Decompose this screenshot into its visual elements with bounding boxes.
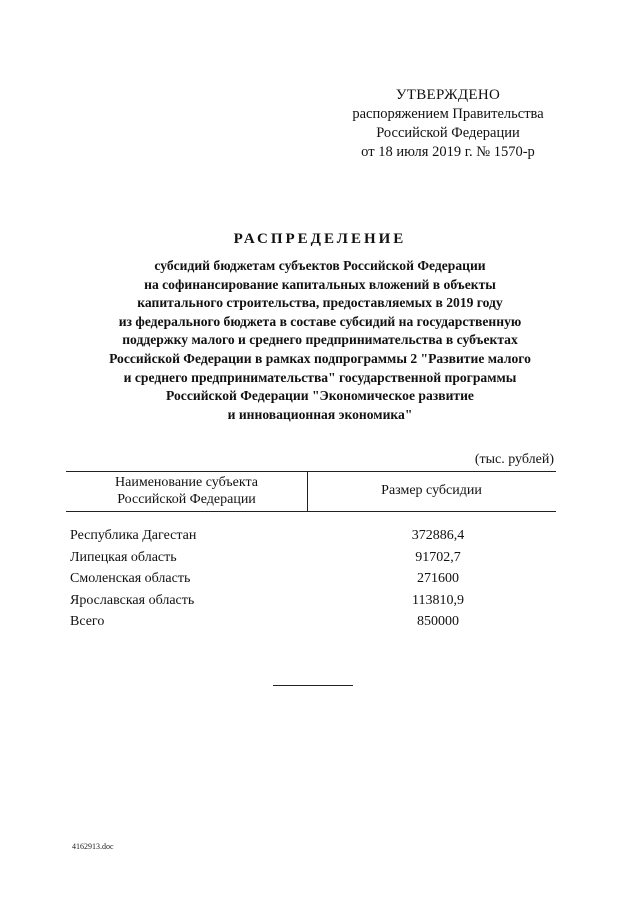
approval-heading: УТВЕРЖДЕНО [395, 87, 501, 103]
total-label: Всего [70, 614, 105, 629]
subtitle-line: из федерального бюджета в составе субсидий на государственную [118, 313, 522, 329]
subtitle-line: Российской Федерации в рамках подпрограммы 2 "Развитие малого [109, 350, 531, 366]
region-name: Смоленская область [70, 571, 191, 586]
table-row [70, 593, 560, 615]
subsidy-value: 91702,7 [415, 549, 461, 565]
document-title: РАСПРЕДЕЛЕНИЕ [233, 231, 407, 247]
region-name: Республика Дагестан [70, 528, 197, 543]
approval-line: Российской Федерации [376, 125, 520, 141]
subtitle-line: Российской Федерации "Экономическое развитие [166, 388, 474, 404]
subtitle-line: на софинансирование капитальных вложений в объекты [144, 276, 496, 292]
region-name: Липецкая область [70, 549, 177, 565]
header-line: Российской Федерации [117, 492, 256, 507]
units-label: (тыс. рублей) [474, 452, 554, 467]
table-header-subsidy: Размер субсидии [381, 483, 482, 498]
subtitle-line: и среднего предпринимательства" государственной программы [123, 369, 517, 385]
table-header-region [66, 474, 307, 508]
approval-line: распоряжением Правительства [352, 106, 544, 122]
header-line: Наименование субъекта [115, 475, 258, 490]
table-row [70, 550, 560, 572]
document-subtitle [60, 257, 580, 424]
approval-block [330, 86, 566, 162]
subtitle-line: и инновационная экономика" [227, 406, 413, 422]
end-rule [273, 685, 353, 686]
subsidy-value: 113810,9 [412, 592, 464, 608]
subtitle-line: капитального строительства, предоставляемых в 2019 году [137, 295, 503, 311]
total-value: 850000 [417, 614, 459, 629]
subsidy-value: 271600 [417, 571, 459, 586]
table-body [70, 528, 560, 636]
subsidy-value: 372886,4 [411, 528, 465, 543]
region-name: Ярославская область [70, 592, 195, 608]
table-row-total [70, 614, 560, 636]
table-header-rule [66, 511, 556, 512]
table-top-rule [66, 471, 556, 472]
footer-doc-code: 4162913.doc [72, 842, 114, 851]
subtitle-line: субсидий бюджетам субъектов Российской Федерации [154, 258, 486, 273]
table-row [70, 528, 560, 550]
subtitle-line: поддержку малого и среднего предпринимательства в субъектах [122, 332, 518, 348]
table-row [70, 571, 560, 593]
approval-date-line: от 18 июля 2019 г. № 1570-р [361, 144, 535, 160]
